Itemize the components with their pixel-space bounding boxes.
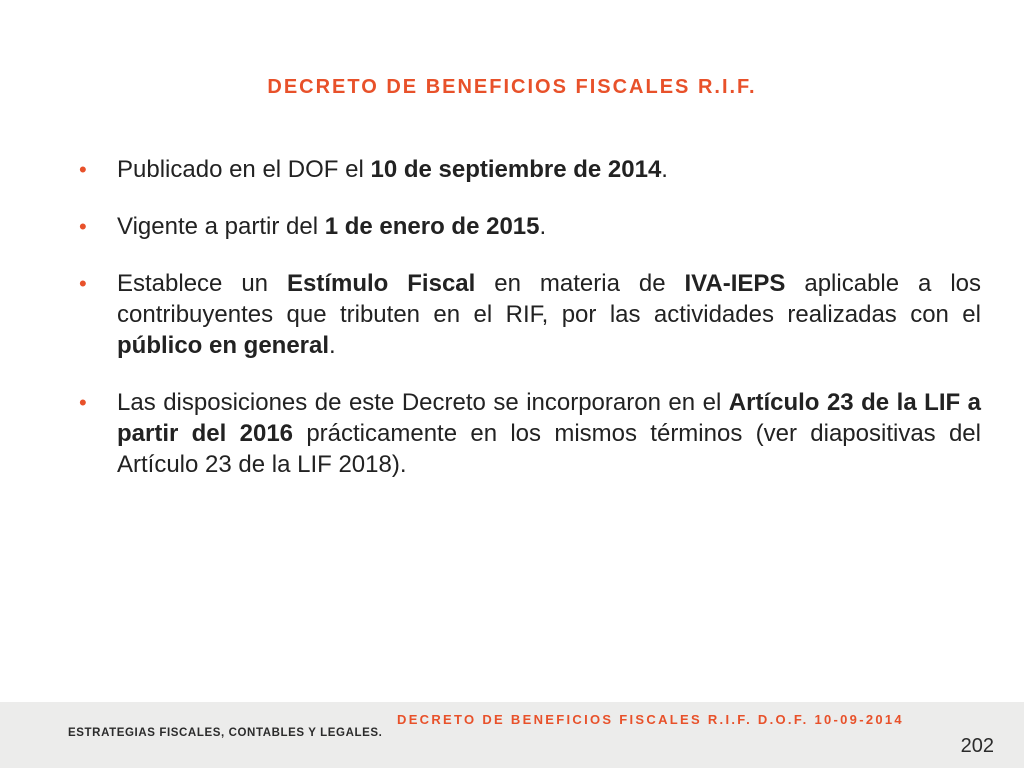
bullet-dot-icon: • [79,271,87,296]
bullet-item [79,387,981,480]
bullet-segment: Vigente a partir del [117,213,325,240]
bullet-emphasis: Estímulo Fiscal [286,270,476,297]
bullet-segment: . [329,332,336,359]
bullet-segment: Las disposiciones de este Decreto se incorporaron en el [117,389,729,416]
bullet-list [79,154,981,506]
bullet-dot-icon: • [79,157,87,182]
bullet-item [79,154,981,185]
footer-reference: DECRETO DE BENEFICIOS FISCALES R.I.F. D.O.F. 10-09-2014 [397,712,904,727]
bullet-segment: Establece un [117,270,287,297]
bullet-text [117,389,981,478]
bullet-emphasis: 10 de septiembre de 2014 [370,156,662,183]
bullet-segment: . [661,156,668,183]
bullet-dot-icon: • [79,214,87,239]
bullet-emphasis: 1 de enero de 2015 [324,213,540,240]
bullet-segment: Publicado en el DOF el [117,156,371,183]
bullet-segment: en materia de [475,270,685,297]
footer-company-name: ESTRATEGIAS FISCALES, CONTABLES Y LEGALES. [68,727,383,739]
bullet-emphasis: Artículo 23 de la LIF a partir del 2016 [117,389,981,447]
bullet-text [117,156,668,183]
bullet-segment: . [539,213,547,240]
bullet-emphasis: público en general [117,332,330,359]
footer-band [0,702,1024,768]
bullet-item [79,268,981,361]
slide-title: DECRETO DE BENEFICIOS FISCALES R.I.F. [267,76,757,98]
bullet-dot-icon: • [79,390,87,415]
bullet-segment: aplicable a los contribuyentes que tributen en el RIF, por las actividades realizadas con el [117,270,982,328]
bullet-item [79,211,981,242]
bullet-emphasis: IVA-IEPS [684,270,786,297]
page-number: 202 [960,735,994,757]
bullet-segment: prácticamente en los mismos términos (ver diapositivas del Artículo 23 de la LIF 2018). [117,420,981,478]
bullet-text [117,213,546,240]
bullet-text [117,270,981,359]
